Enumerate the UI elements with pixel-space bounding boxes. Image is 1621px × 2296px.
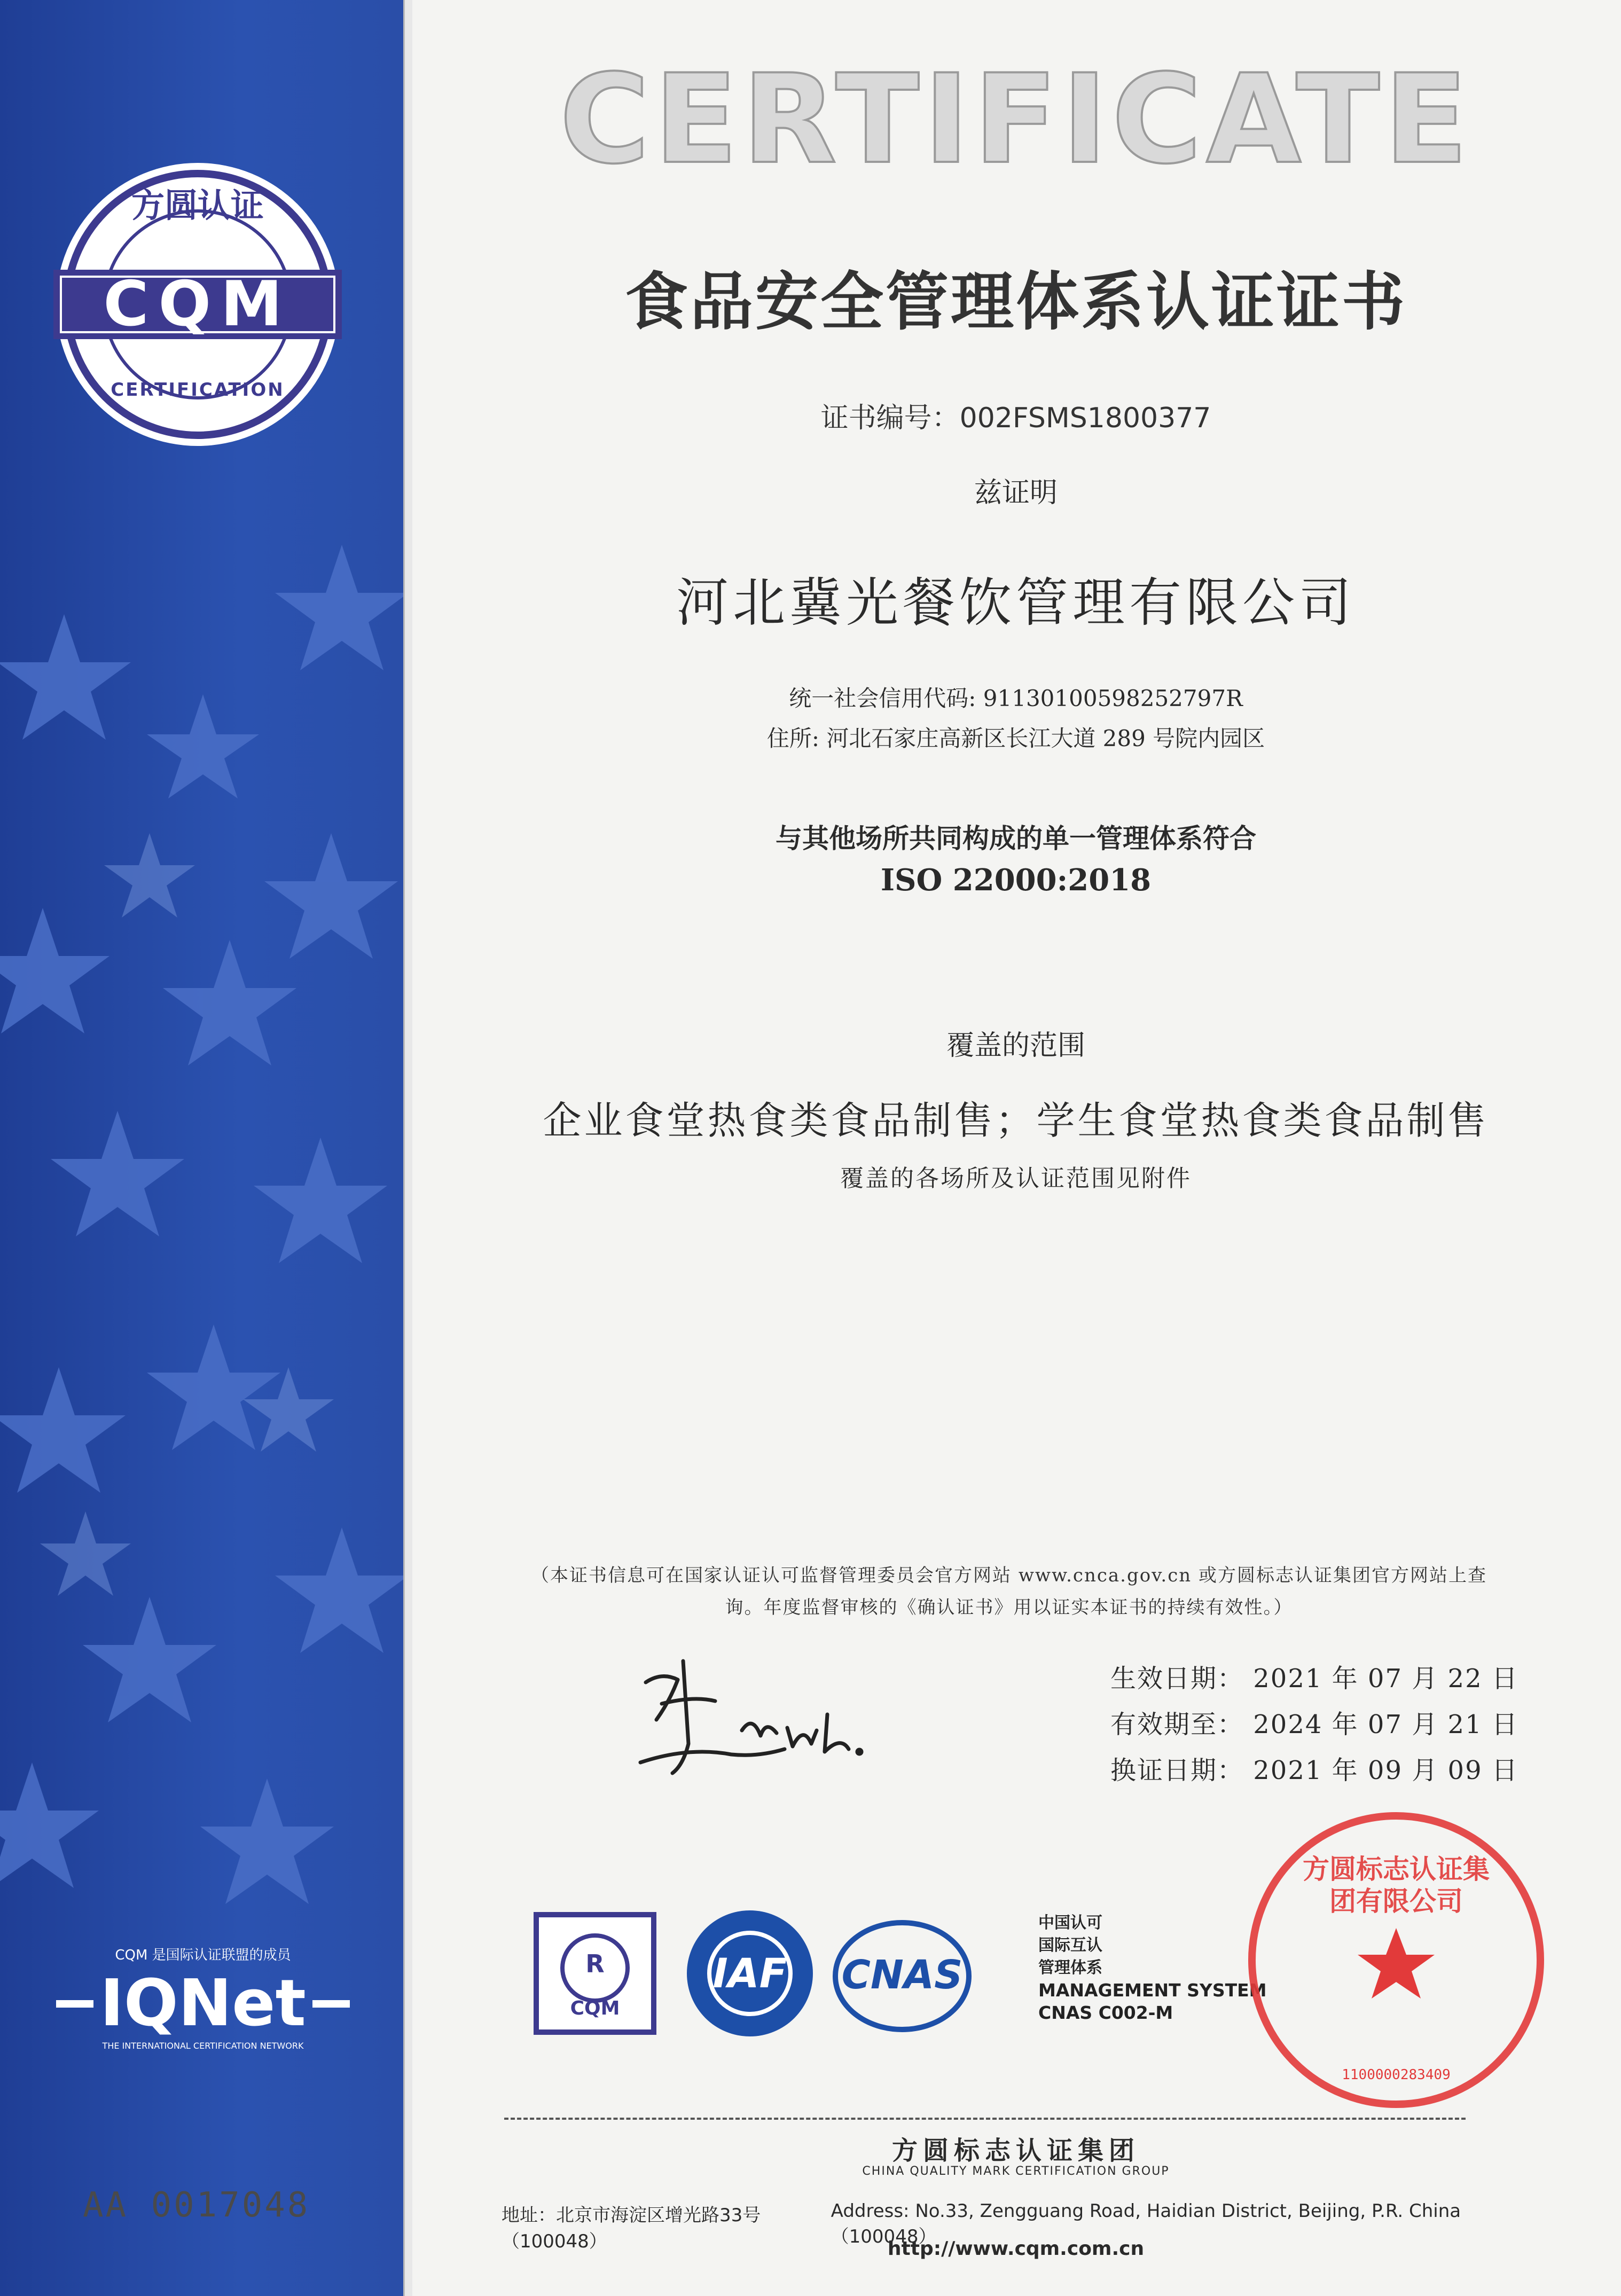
iqnet-subtitle: THE INTERNATIONAL CERTIFICATION NETWORK [102,2041,304,2051]
cnas-line-4: MANAGEMENT SYSTEM [1038,1980,1267,2001]
issuer-name-cn: 方圆标志认证集团 [891,2136,1140,2166]
certificate-number-label: 证书编号： [820,402,960,434]
certificate-body [411,0,1621,2296]
cnas-line-2: 国际互认 [1038,1936,1102,1955]
verification-notice [475,1560,1543,1624]
issuer-address-en: Address: No.33, Zengguang Road, Haidian District, Beijing, P.R. China（100048） [831,2200,1461,2247]
seal-text: 方圆标志认证集团有限公司 [1303,1854,1490,1917]
validity-dates [1110,1656,1518,1793]
scope-text: 企业食堂热食类食品制售；学生食堂热食类食品制售 [543,1098,1489,1143]
cqm-mark-logo [534,1912,656,2035]
certificate-title: 食品安全管理体系认证证书 [624,265,1407,339]
iqnet-main-text: IQNet [100,1966,306,2041]
iqnet-logo [32,1944,374,2067]
notice-line-1: （本证书信息可在国家认证认可监督管理委员会官方网站 www.cnca.gov.cn 或方圆标志认证集团官方网站上查 [531,1565,1487,1586]
reissue-date: 换证日期： 2021 年 09 月 09 日 [1110,1756,1518,1785]
serial-number: AA 0017048 [83,2185,310,2225]
effective-date: 生效日期： 2021 年 07 月 22 日 [1110,1664,1518,1694]
standard-code: ISO 22000:2018 [880,863,1152,898]
certificate-number: 002FSMS1800377 [959,402,1211,434]
iqnet-caption: CQM 是国际认证联盟的成员 [115,1947,291,1963]
issuer-address-cn: 地址：北京市海淀区增光路33号（100048） [502,2205,761,2252]
scope-note: 覆盖的各场所及认证范围见附件 [840,1165,1192,1192]
credit-code: 统一社会信用代码: 91130100598252797R [789,685,1243,711]
cqm-mark-text: CQM [570,1997,620,2019]
notice-line-2: 询。年度监督审核的《确认证书》用以证实本证书的持续有效性。） [725,1597,1293,1618]
certificate-number-line [411,395,1621,435]
conformity-statement: 与其他场所共同构成的单一管理体系符合 [776,822,1256,854]
issuer-name-en: CHINA QUALITY MARK CERTIFICATION GROUP [862,2165,1170,2178]
valid-until-date: 有效期至： 2024 年 07 月 21 日 [1110,1710,1518,1739]
certificate-watermark-heading: CERTIFICATE [559,49,1473,191]
seal-number: 1100000283409 [1342,2067,1451,2083]
scope-heading: 覆盖的范围 [946,1030,1085,1062]
cnas-line-1: 中国认可 [1038,1914,1102,1932]
cnas-text: CNAS [841,1952,963,1998]
cqm-logo-top-text: 方圆认证 [131,186,264,225]
signature [624,1650,875,1789]
cqm-logo-main-text: CQM [103,268,292,340]
issuer-website: http://www.cqm.com.cn [887,2238,1145,2260]
blue-sidebar [0,0,403,2296]
company-address: 住所: 河北石家庄高新区长江大道 289 号院内园区 [766,725,1265,751]
company-name: 河北冀光餐饮管理有限公司 [676,573,1356,633]
cnas-description [1038,1912,1267,2024]
hereby-text: 兹证明 [974,477,1058,509]
cqm-logo-bottom-text: CERTIFICATION [111,379,285,401]
iaf-text: IAF [712,1949,787,1997]
cnas-line-5: CNAS C002-M [1038,2002,1173,2023]
cqm-mark-r: R [585,1949,605,1978]
cnas-line-3: 管理体系 [1038,1958,1102,1977]
footer-divider [504,2118,1466,2120]
